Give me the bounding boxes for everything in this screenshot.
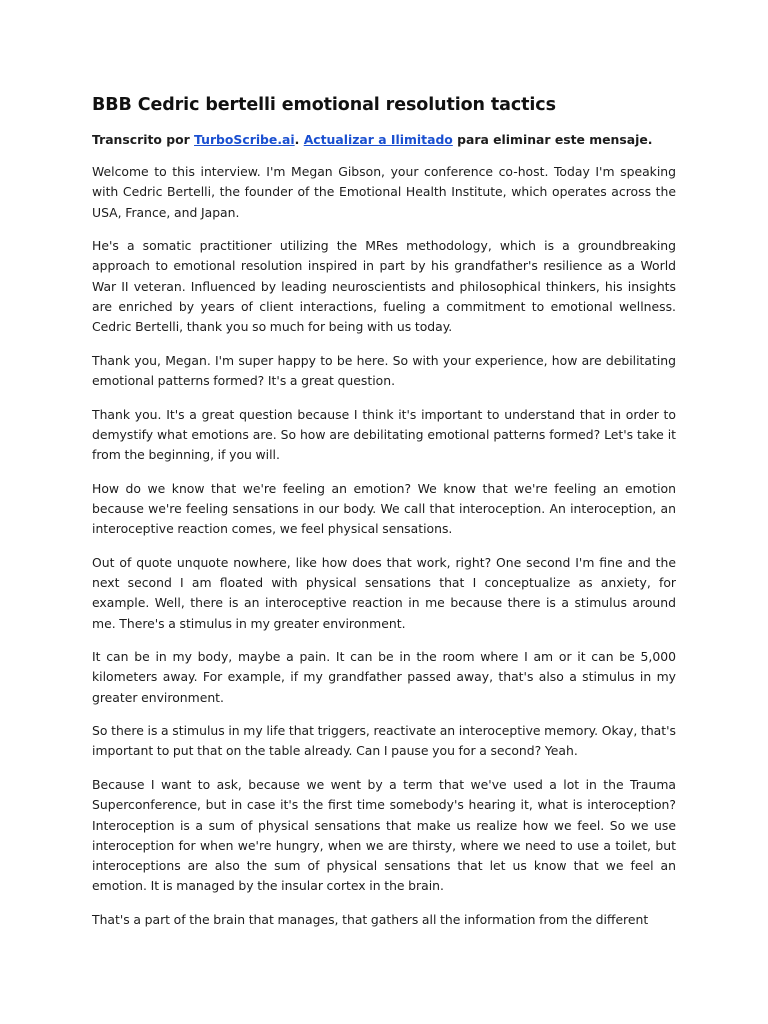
notice-separator: . bbox=[294, 132, 304, 147]
notice-suffix: para eliminar este mensaje. bbox=[452, 132, 653, 147]
document-page bbox=[92, 90, 676, 943]
paragraph: Thank you, Megan. I'm super happy to be here. So with your experience, how are debilitating emotional patterns formed? It's a great question. bbox=[92, 352, 676, 389]
paragraph: How do we know that we're feeling an emotion? We know that we're feeling an emotion because we're feeling sensations in our body. We call that interoception. An interoception, an interoceptive reaction comes, we feel physical sensations. bbox=[92, 480, 676, 537]
upgrade-unlimited-link[interactable]: Actualizar a Ilimitado bbox=[303, 132, 453, 147]
paragraph: So there is a stimulus in my life that triggers, reactivate an interoceptive memory. Okay, that's important to put that on the table already. Can I pause you for a second? Yeah. bbox=[92, 723, 676, 759]
paragraph: It can be in my body, maybe a pain. It can be in the room where I am or it can be 5,000 kilometers away. For example, if my grandfather passed away, that's also a stimulus in my greater environment. bbox=[92, 649, 676, 705]
paragraph: That's a part of the brain that manages, that gathers all the information from the different bbox=[92, 911, 649, 927]
notice-prefix: Transcrito por bbox=[92, 132, 195, 147]
turboscribe-link[interactable]: TurboScribe.ai bbox=[194, 132, 295, 147]
paragraph: Out of quote unquote nowhere, like how does that work, right? One second I'm fine and the next second I am floated with physical sensations that I conceptualize as anxiety, for example. Well, there is an interoceptive reaction in me because there is a stimulus around me. There's a stimulus in my greater environment. bbox=[92, 554, 676, 631]
paragraph: Welcome to this interview. I'm Megan Gibson, your conference co-host. Today I'm speaking with Cedric Bertelli, the founder of the Emotional Health Institute, which operates across the USA, France, and Japan. bbox=[92, 164, 676, 220]
paragraph: He's a somatic practitioner utilizing the MRes methodology, which is a groundbreaking approach to emotional resolution inspired in part by his grandfather's resilience as a World War II veteran. Influenced by leading neuroscientists and philosophical thinkers, his insights are enriched by years of client interactions, fueling a commitment to emotional wellness. Cedric Bertelli, thank you so much for being with us today. bbox=[92, 238, 676, 335]
transcription-notice bbox=[92, 130, 676, 150]
document-title: BBB Cedric bertelli emotional resolution tactics bbox=[92, 95, 556, 115]
paragraph: Because I want to ask, because we went by a term that we've used a lot in the Trauma Superconference, but in case it's the first time somebody's hearing it, what is interoception? Interoception is a sum of physical sensations that make us realize how we feel. So we use interoception for when we're hungry, when we are thirsty, where we need to use a toilet, but interoceptions are also the sum of physical sensations that let us know that we feel an emotion. It is managed by the insular cortex in the brain. bbox=[92, 776, 676, 894]
paragraph: Thank you. It's a great question because I think it's important to understand that in order to demystify what emotions are. So how are debilitating emotional patterns formed? Let's take it from the beginning, if you will. bbox=[92, 406, 676, 463]
